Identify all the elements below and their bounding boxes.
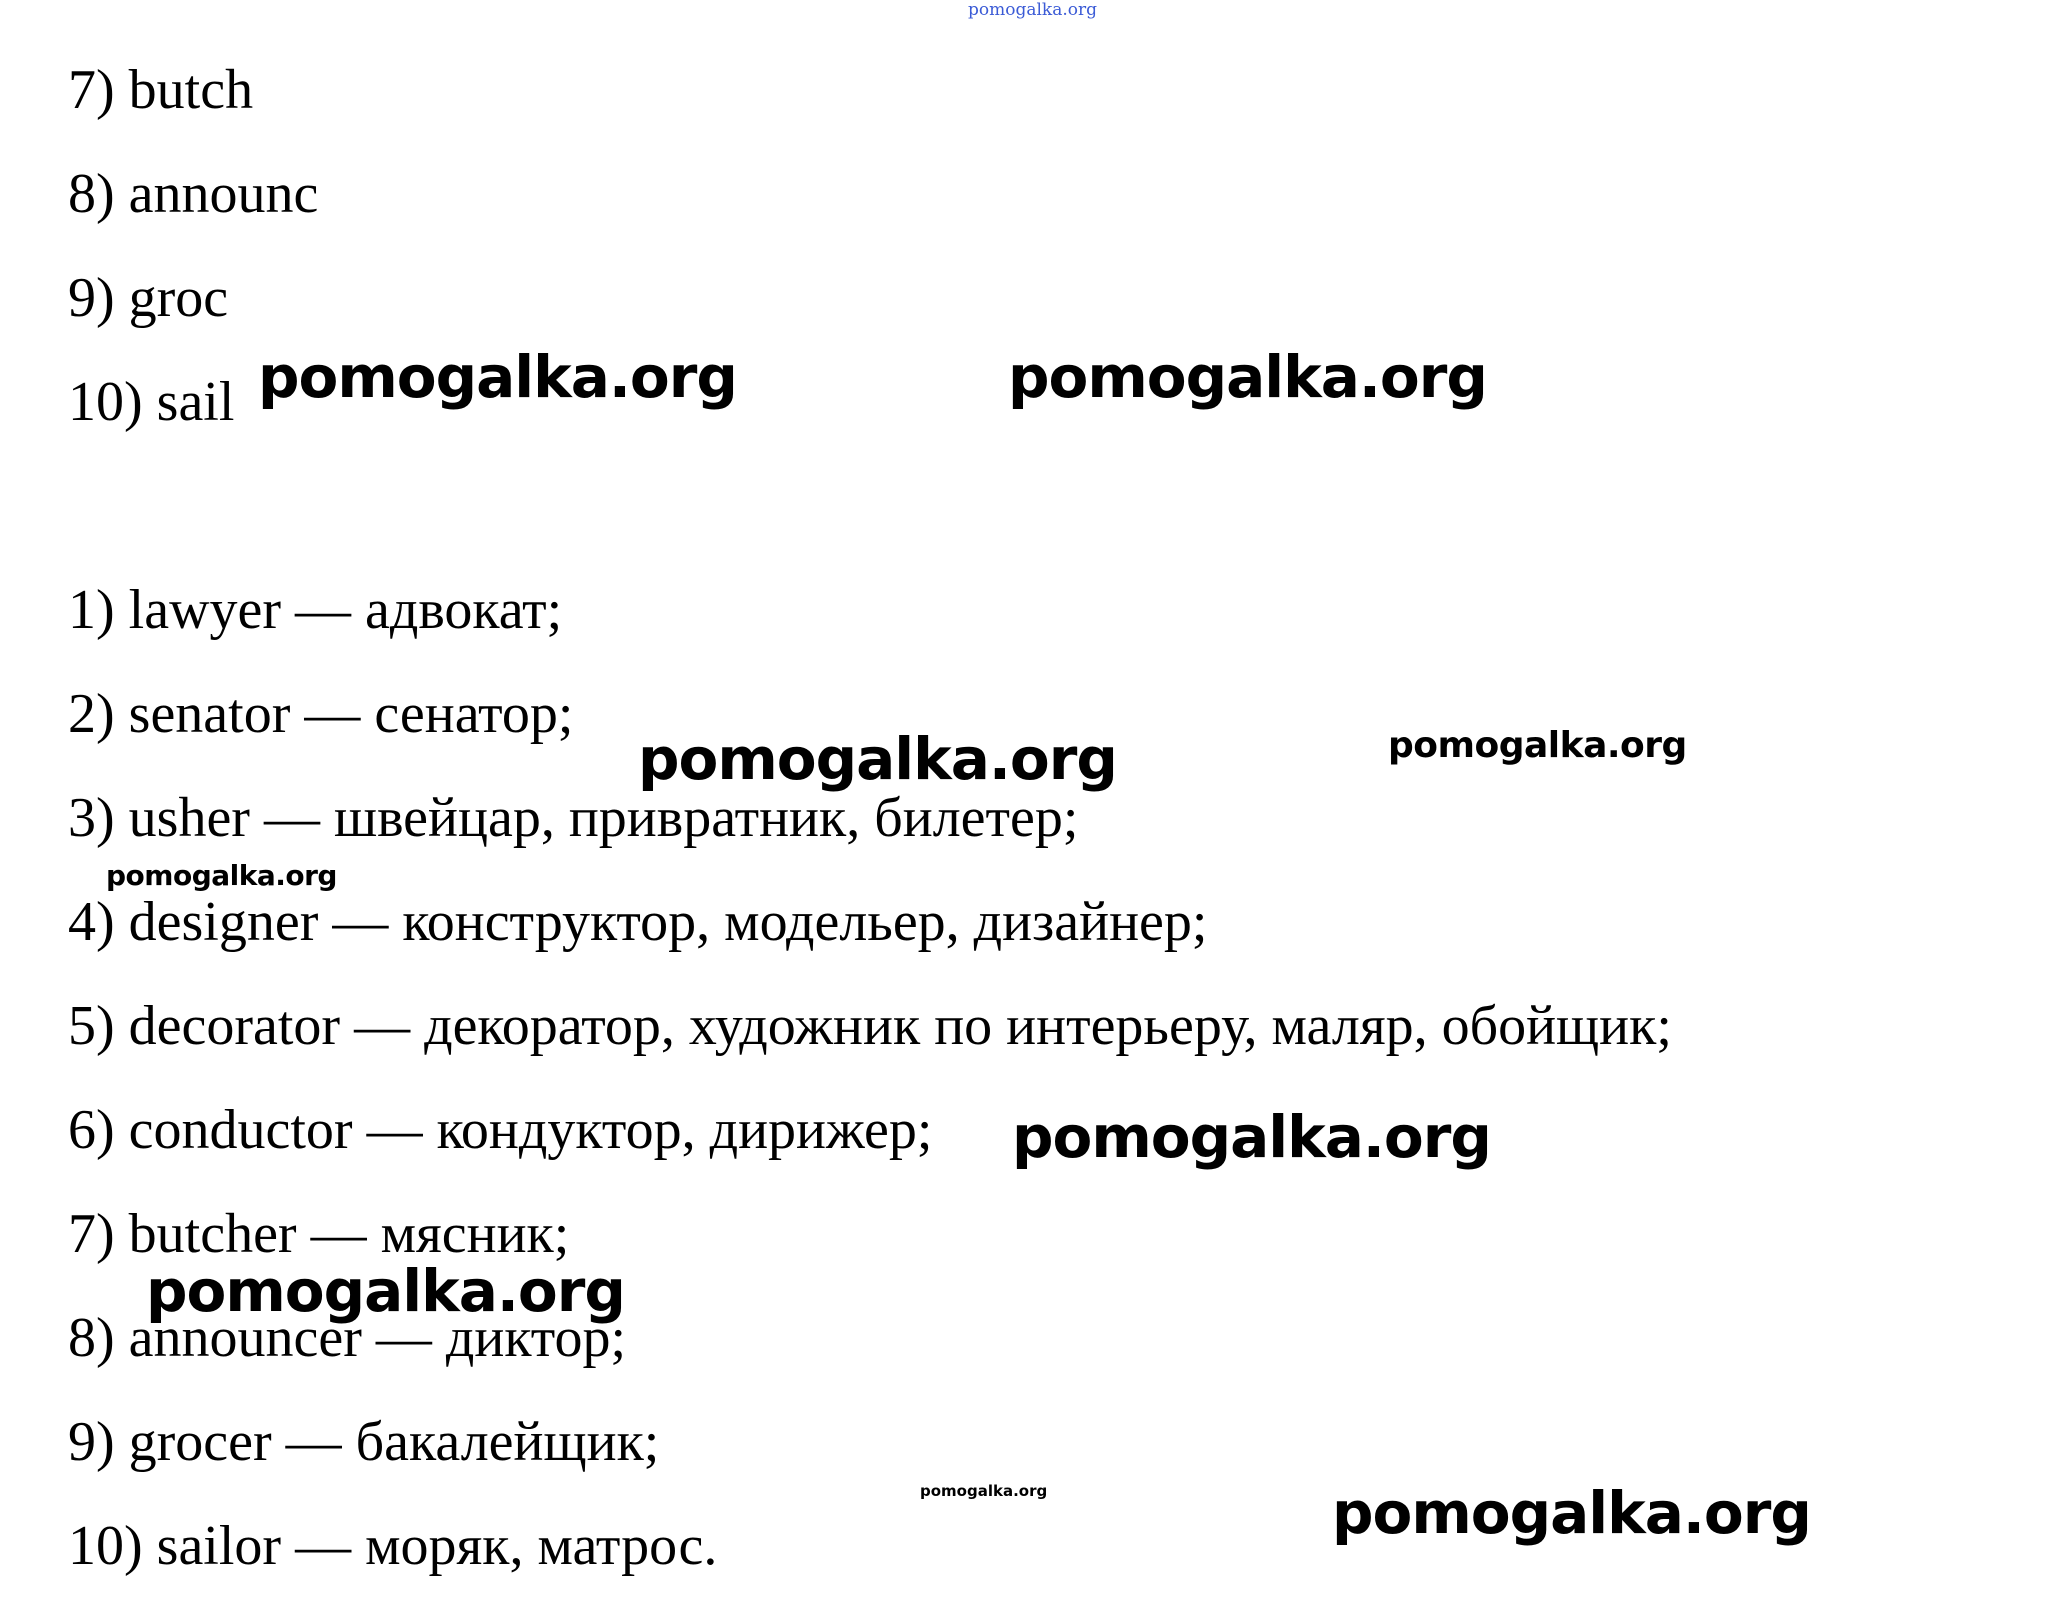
watermark: pomogalka.org xyxy=(106,859,337,892)
watermark: pomogalka.org xyxy=(1332,1479,1811,1547)
prompt-line: 8) announc xyxy=(68,163,319,225)
answer-line: 9) grocer — бакалейщик; xyxy=(68,1411,660,1473)
prompt-line: 7) butch xyxy=(68,59,254,121)
answer-line: 8) announcer — диктор; xyxy=(68,1307,627,1369)
answer-line: 5) decorator — декоратор, художник по интерьеру, маляр, обойщик; xyxy=(68,995,1672,1057)
answer-line: 1) lawyer — адвокат; xyxy=(68,579,563,641)
watermark: pomogalka.org xyxy=(920,1482,1048,1500)
answer-line: 3) usher — швейцар, привратник, билетер; xyxy=(68,787,1079,849)
answer-line: 6) conductor — кондуктор, дирижер; xyxy=(68,1099,933,1161)
answer-line: 2) senator — сенатор; xyxy=(68,683,574,745)
prompt-line: 10) sail xyxy=(68,371,235,433)
answer-line: 4) designer — конструктор, модельер, дизайнер; xyxy=(68,891,1208,953)
watermark: pomogalka.org xyxy=(638,725,1117,793)
watermark: pomogalka.org xyxy=(1008,343,1487,411)
answer-line: 7) butcher — мясник; xyxy=(68,1203,570,1265)
prompt-line: 9) groc xyxy=(68,267,229,329)
answer-line: 10) sailor — моряк, матрос. xyxy=(68,1515,718,1577)
watermark: pomogalka.org xyxy=(1388,725,1687,766)
watermark: pomogalka.org xyxy=(146,1257,625,1325)
watermark: pomogalka.org xyxy=(258,343,737,411)
watermark-top: pomogalka.org xyxy=(968,0,1098,20)
watermark: pomogalka.org xyxy=(1012,1103,1491,1171)
